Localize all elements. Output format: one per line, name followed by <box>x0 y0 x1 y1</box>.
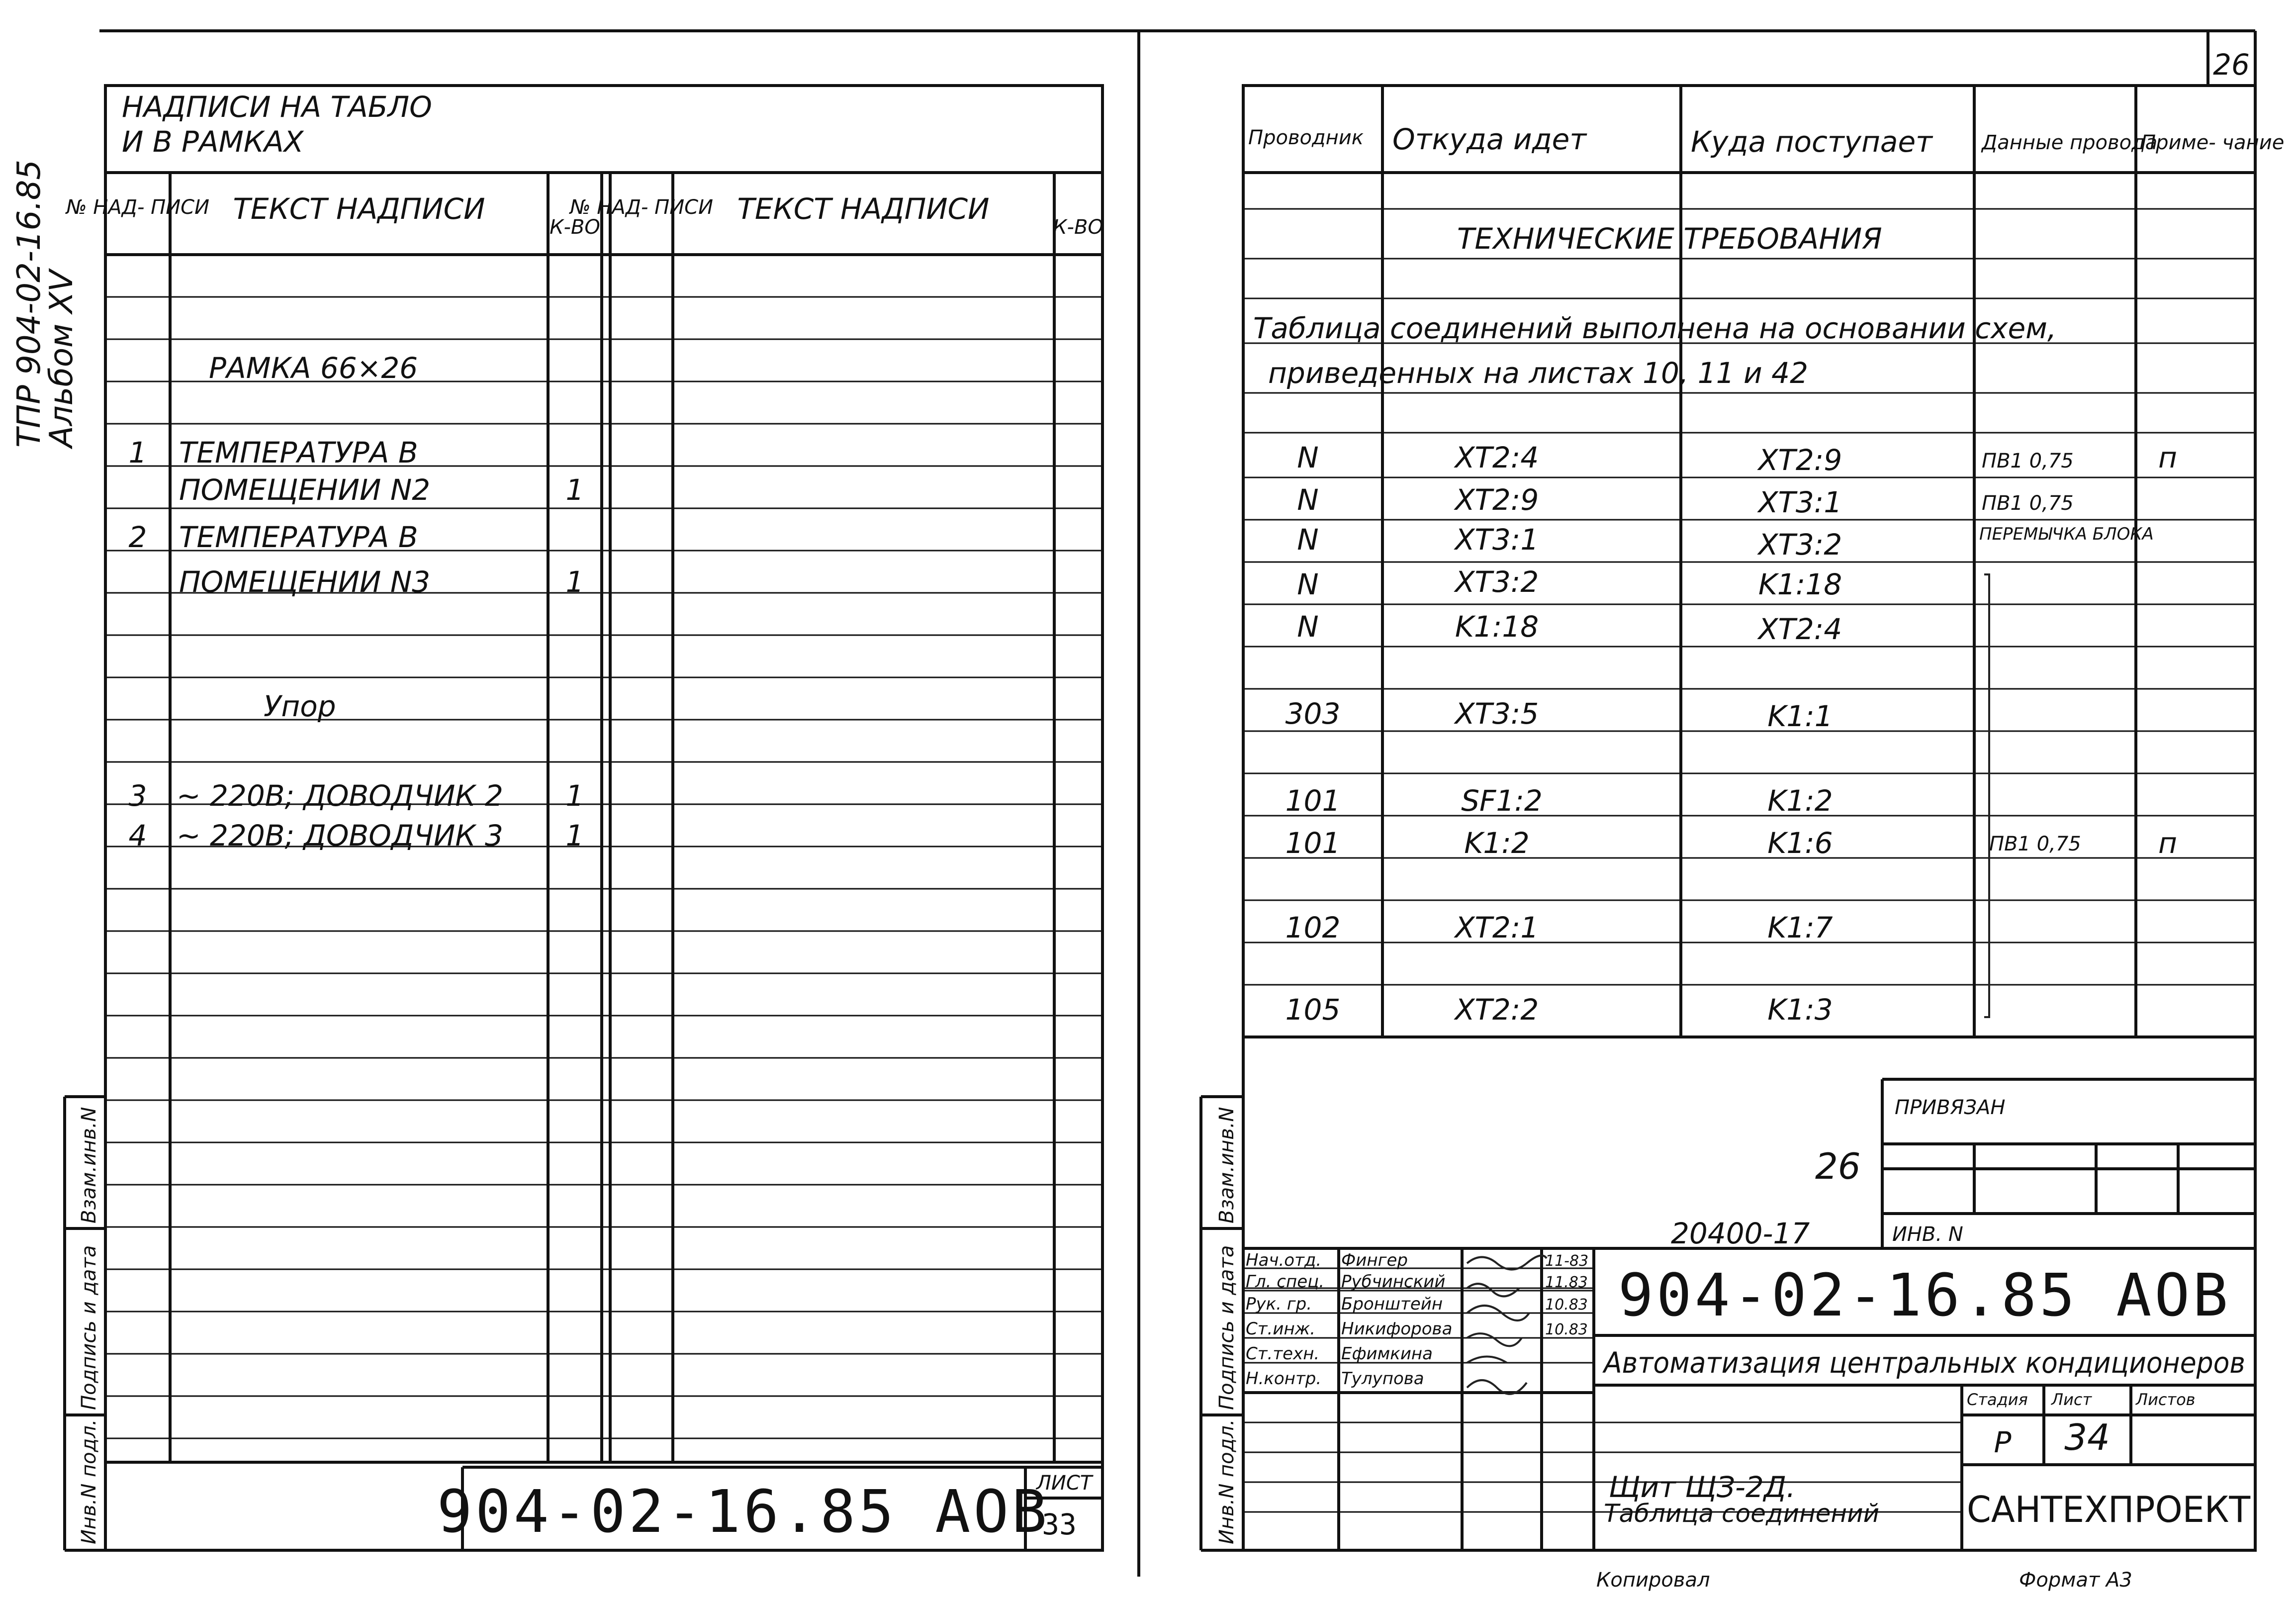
staff-name: Фингер <box>1341 1250 1408 1270</box>
staff-name: Рубчинский <box>1341 1272 1446 1292</box>
cell-from: XT2:4 <box>1455 441 1539 474</box>
table-row <box>1286 826 2177 860</box>
cell-to: K1:1 <box>1767 699 1833 733</box>
header-note: Приме- чание <box>2141 131 2285 154</box>
staff-date: 10.83 <box>1545 1321 1588 1338</box>
table-row <box>1297 610 1842 646</box>
cell-wire: 102 <box>1285 911 1341 944</box>
row-no: 4 <box>128 819 147 852</box>
row-qty: 1 <box>565 819 584 852</box>
header-from: Откуда идет <box>1392 122 1587 156</box>
cell-to: K1:18 <box>1758 567 1842 601</box>
cell-to: K1:3 <box>1767 993 1833 1027</box>
header-wire: Проводник <box>1248 126 1364 149</box>
row-text: ПОМЕЩЕНИИ N3 <box>179 565 431 599</box>
staff-name: Тулупова <box>1341 1369 1424 1389</box>
staff-name: Никифорова <box>1341 1319 1453 1339</box>
frame-label: РАМКА 66×26 <box>209 351 418 385</box>
left-inscription-rows <box>129 436 584 599</box>
cell-note: п <box>2158 441 2177 474</box>
col-header-text: ТЕКСТ НАДПИСИ <box>233 192 485 226</box>
cell-to: XT3:1 <box>1758 485 1842 519</box>
stamp-replace-label: Взам.инв.N <box>1215 1107 1238 1224</box>
cell-data: ПВ1 0,75 <box>1989 833 2081 855</box>
right-doc-code: 904-02-16.85 АОВ <box>1618 1261 2231 1329</box>
row-text: ~ 220В; ДОВОДЧИК 2 <box>177 779 503 813</box>
tech-req-line1: Таблица соединений выполнена на основании схем, <box>1253 311 2057 345</box>
col-header-qty: К-ВО <box>550 216 600 239</box>
handwritten-26: 26 <box>1815 1145 1861 1187</box>
row-text: ТЕМПЕРАТУРА В <box>179 520 418 554</box>
col-header-no: № НАД- ПИСИ <box>66 196 210 219</box>
sheets-label: Листов <box>2136 1390 2196 1409</box>
cell-wire: 101 <box>1285 784 1341 818</box>
table-row <box>1286 697 1833 733</box>
cell-to: K1:2 <box>1767 784 1833 818</box>
header-to: Куда поступает <box>1691 125 1932 159</box>
cell-from: K1:18 <box>1455 610 1539 644</box>
sheet-title-line1: Щит ЩЗ-2Д. <box>1609 1470 1796 1504</box>
stamp-sign-label: Подпись и дата <box>78 1245 100 1410</box>
cell-data: ПЕРЕМЫЧКА БЛОКА <box>1979 524 2154 544</box>
left-doc-code: 904-02-16.85 АОВ <box>437 1477 1050 1546</box>
stamp-replace-label: Взам.инв.N <box>78 1107 100 1224</box>
cell-wire: N <box>1297 483 1319 517</box>
row-no: 2 <box>128 520 147 554</box>
left-heading-line1: НАДПИСИ НА ТАБЛО <box>122 90 432 124</box>
handwritten-inv-number: 20400-17 <box>1671 1217 1810 1250</box>
staff-role: Нач.отд. <box>1246 1250 1322 1270</box>
table-row <box>1297 523 2153 562</box>
staff-role: Гл. спец. <box>1246 1272 1325 1292</box>
cell-to: XT2:9 <box>1758 443 1842 477</box>
cell-wire: 105 <box>1285 993 1341 1027</box>
table-row <box>1297 441 2177 477</box>
staff-role: Ст.техн. <box>1246 1344 1320 1364</box>
staff-role: Ст.инж. <box>1246 1319 1316 1339</box>
cell-wire: 303 <box>1285 697 1341 731</box>
cell-from: K1:2 <box>1464 826 1530 860</box>
col-header-text-2: ТЕКСТ НАДПИСИ <box>737 192 990 226</box>
staff-date: 10.83 <box>1545 1296 1588 1314</box>
sheet-title-line2: Таблица соединений <box>1604 1499 1880 1528</box>
footer-copied: Копировал <box>1596 1569 1710 1592</box>
left-sheet-label: ЛИСТ <box>1036 1472 1093 1495</box>
cell-data: ПВ1 0,75 <box>1982 450 2074 472</box>
cell-wire: N <box>1297 523 1319 557</box>
cell-to: K1:7 <box>1767 911 1833 944</box>
side-note-series: ТПР 904-02-16.85 <box>11 159 48 448</box>
cell-from: XT3:1 <box>1455 523 1539 557</box>
row-text: ТЕМПЕРАТУРА В <box>179 436 418 470</box>
row-text: ПОМЕЩЕНИИ N2 <box>179 473 431 507</box>
cell-wire: N <box>1297 610 1319 644</box>
tech-req-line2: приведенных на листах 10, 11 и 42 <box>1268 356 1808 390</box>
staff-date: 11-83 <box>1545 1252 1589 1270</box>
table-row <box>1297 483 2073 519</box>
staff-role: Н.контр. <box>1246 1369 1322 1389</box>
staff-role: Рук. гр. <box>1246 1294 1312 1314</box>
cell-wire: 101 <box>1285 826 1341 860</box>
bound-label: ПРИВЯЗАН <box>1895 1096 2006 1119</box>
col-header-no-2: № НАД- ПИСИ <box>569 196 714 219</box>
col-header-qty-2: К-ВО <box>1053 216 1103 239</box>
stamp-inv-label: Инв.N подл. <box>78 1419 100 1544</box>
row-no: 1 <box>128 436 147 470</box>
sheet-number: 34 <box>2064 1416 2110 1458</box>
cell-from: XT2:9 <box>1455 483 1539 517</box>
stamp-inv-label: Инв.N подл. <box>1215 1419 1238 1544</box>
stage-value: Р <box>1994 1425 2012 1459</box>
row-text: ~ 220В; ДОВОДЧИК 3 <box>177 819 503 852</box>
inv-label: ИНВ. N <box>1892 1223 1963 1246</box>
table-row <box>1286 993 1833 1027</box>
project-title: Автоматизация центральных кондиционеров <box>1602 1346 2245 1380</box>
side-note-album: Альбом XV <box>43 270 80 448</box>
cell-from: XT2:2 <box>1455 993 1539 1027</box>
connection-table <box>1286 441 2177 1027</box>
cell-to: XT2:4 <box>1758 612 1842 646</box>
stamp-sign-label: Подпись и дата <box>1215 1245 1238 1410</box>
cell-from: XT3:5 <box>1455 697 1539 731</box>
stop-label: Упор <box>264 689 336 723</box>
row-no: 3 <box>128 779 147 813</box>
table-row <box>1297 565 1842 601</box>
row-qty: 1 <box>565 565 584 599</box>
sheet-label: Лист <box>2051 1390 2092 1409</box>
cell-data: ПВ1 0,75 <box>1982 492 2074 515</box>
table-row <box>1286 911 1833 944</box>
staff-date: 11.83 <box>1545 1274 1588 1291</box>
page-number: 26 <box>2213 48 2250 82</box>
table-row <box>1286 784 1833 818</box>
row-qty: 1 <box>565 473 584 507</box>
row-qty: 1 <box>565 779 584 813</box>
staff-name: Бронштейн <box>1341 1294 1443 1314</box>
cell-wire: N <box>1297 441 1319 474</box>
left-inscription-rows-2 <box>129 779 584 852</box>
organization-name: САНТЕХПРОЕКТ <box>1967 1489 2251 1530</box>
staff-name: Ефимкина <box>1341 1344 1433 1364</box>
cell-to: K1:6 <box>1767 826 1833 860</box>
stage-label: Стадия <box>1967 1390 2028 1409</box>
cell-wire: N <box>1297 567 1319 601</box>
cell-from: SF1:2 <box>1461 784 1543 818</box>
left-sheet-number: 33 <box>1042 1507 1077 1541</box>
tech-req-title: ТЕХНИЧЕСКИЕ ТРЕБОВАНИЯ <box>1457 222 1882 256</box>
left-heading-line2: И В РАМКАХ <box>122 125 304 159</box>
cell-note: п <box>2158 826 2177 860</box>
staff-list <box>1246 1250 1588 1389</box>
footer-format: Формат А3 <box>2019 1569 2132 1592</box>
cell-from: XT2:1 <box>1455 911 1539 944</box>
cell-to: XT3:2 <box>1758 528 1842 562</box>
header-wire-data: Данные провода <box>1982 131 2158 154</box>
cell-from: XT3:2 <box>1455 565 1539 599</box>
